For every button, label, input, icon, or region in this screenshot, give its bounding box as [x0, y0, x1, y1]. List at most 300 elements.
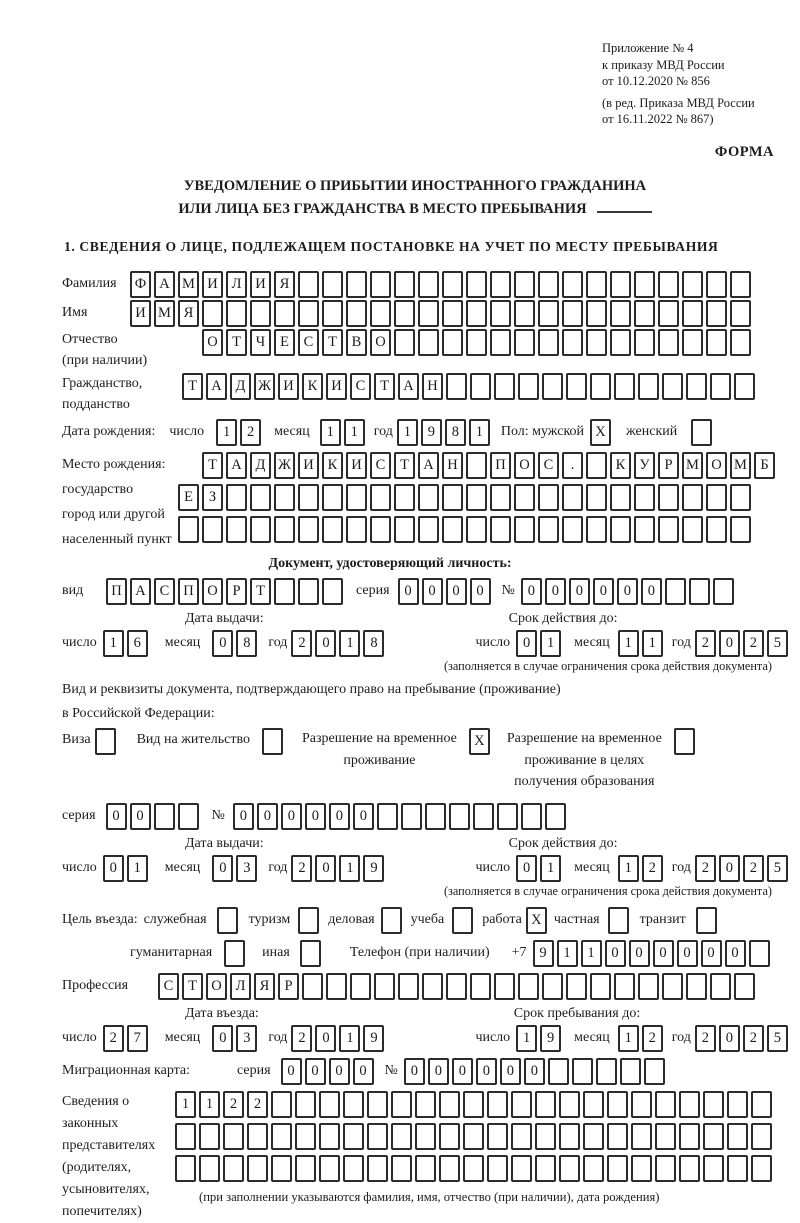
char-cell[interactable] [706, 484, 727, 511]
char-cell[interactable]: 0 [593, 578, 614, 605]
purpose-gumanitarnaya-checkbox[interactable] [224, 940, 245, 967]
char-cell[interactable] [322, 484, 343, 511]
char-cell[interactable]: Л [230, 973, 251, 1000]
char-cell[interactable]: 0 [725, 940, 746, 967]
char-cell[interactable] [586, 516, 607, 543]
char-cell[interactable] [535, 1155, 556, 1182]
char-cell[interactable]: Т [322, 329, 343, 356]
char-cell[interactable]: Ж [274, 452, 295, 479]
char-cell[interactable] [538, 271, 559, 298]
char-cell[interactable] [586, 271, 607, 298]
char-cell[interactable] [497, 803, 518, 830]
char-cell[interactable]: И [346, 452, 367, 479]
char-cell[interactable] [439, 1155, 460, 1182]
char-cell[interactable] [730, 484, 751, 511]
char-cell[interactable]: Т [250, 578, 271, 605]
char-cell[interactable] [535, 1123, 556, 1150]
char-cell[interactable]: 0 [719, 1025, 740, 1052]
char-cell[interactable] [415, 1091, 436, 1118]
char-cell[interactable] [350, 973, 371, 1000]
char-cell[interactable] [631, 1155, 652, 1182]
char-cell[interactable]: 0 [329, 1058, 350, 1085]
char-cell[interactable]: А [398, 373, 419, 400]
char-cell[interactable]: 0 [315, 855, 336, 882]
char-cell[interactable] [494, 373, 515, 400]
char-cell[interactable] [610, 271, 631, 298]
char-cell[interactable]: О [202, 578, 223, 605]
char-cell[interactable]: М [730, 452, 751, 479]
char-cell[interactable]: К [302, 373, 323, 400]
purpose-rabota-checkbox[interactable]: X [526, 907, 547, 934]
char-cell[interactable]: 0 [233, 803, 254, 830]
char-cell[interactable] [634, 484, 655, 511]
char-cell[interactable] [706, 329, 727, 356]
char-cell[interactable]: А [154, 271, 175, 298]
char-cell[interactable] [586, 300, 607, 327]
char-cell[interactable] [518, 373, 539, 400]
char-cell[interactable] [514, 271, 535, 298]
char-cell[interactable] [610, 329, 631, 356]
char-cell[interactable] [449, 803, 470, 830]
char-cell[interactable]: П [178, 578, 199, 605]
char-cell[interactable]: 2 [743, 1025, 764, 1052]
char-cell[interactable] [490, 300, 511, 327]
char-cell[interactable]: 8 [445, 419, 466, 446]
char-cell[interactable] [446, 973, 467, 1000]
char-cell[interactable] [514, 329, 535, 356]
char-cell[interactable]: 2 [291, 855, 312, 882]
char-cell[interactable]: 1 [540, 855, 561, 882]
char-cell[interactable]: С [538, 452, 559, 479]
char-cell[interactable] [442, 300, 463, 327]
char-cell[interactable] [466, 516, 487, 543]
char-cell[interactable] [706, 516, 727, 543]
char-cell[interactable] [346, 484, 367, 511]
char-cell[interactable] [442, 484, 463, 511]
char-cell[interactable]: 1 [642, 630, 663, 657]
char-cell[interactable]: 0 [212, 1025, 233, 1052]
char-cell[interactable] [586, 329, 607, 356]
char-cell[interactable] [727, 1155, 748, 1182]
char-cell[interactable] [658, 300, 679, 327]
char-cell[interactable] [703, 1091, 724, 1118]
char-cell[interactable]: 0 [315, 630, 336, 657]
char-cell[interactable] [394, 484, 415, 511]
char-cell[interactable] [439, 1123, 460, 1150]
char-cell[interactable] [607, 1155, 628, 1182]
char-cell[interactable] [346, 271, 367, 298]
char-cell[interactable] [319, 1155, 340, 1182]
char-cell[interactable]: Л [226, 271, 247, 298]
char-cell[interactable] [730, 516, 751, 543]
char-cell[interactable]: 0 [212, 630, 233, 657]
char-cell[interactable] [226, 300, 247, 327]
char-cell[interactable] [538, 516, 559, 543]
char-cell[interactable]: С [350, 373, 371, 400]
char-cell[interactable] [634, 300, 655, 327]
char-cell[interactable]: 0 [653, 940, 674, 967]
char-cell[interactable]: . [562, 452, 583, 479]
char-cell[interactable]: Т [202, 452, 223, 479]
sex-female-checkbox[interactable] [691, 419, 712, 446]
char-cell[interactable]: И [278, 373, 299, 400]
vnj-checkbox[interactable] [262, 728, 283, 755]
char-cell[interactable] [655, 1155, 676, 1182]
char-cell[interactable] [586, 452, 607, 479]
char-cell[interactable]: В [346, 329, 367, 356]
char-cell[interactable] [679, 1091, 700, 1118]
char-cell[interactable] [250, 300, 271, 327]
char-cell[interactable]: 0 [353, 803, 374, 830]
char-cell[interactable] [391, 1091, 412, 1118]
char-cell[interactable]: Р [658, 452, 679, 479]
char-cell[interactable] [562, 516, 583, 543]
char-cell[interactable] [446, 373, 467, 400]
char-cell[interactable] [298, 300, 319, 327]
char-cell[interactable]: 1 [320, 419, 341, 446]
purpose-tranzit-checkbox[interactable] [696, 907, 717, 934]
char-cell[interactable]: С [158, 973, 179, 1000]
char-cell[interactable]: 2 [291, 1025, 312, 1052]
char-cell[interactable] [734, 973, 755, 1000]
char-cell[interactable] [490, 329, 511, 356]
char-cell[interactable] [514, 300, 535, 327]
char-cell[interactable]: О [202, 329, 223, 356]
char-cell[interactable] [154, 803, 175, 830]
char-cell[interactable] [374, 973, 395, 1000]
char-cell[interactable]: Т [182, 973, 203, 1000]
char-cell[interactable]: А [130, 578, 151, 605]
char-cell[interactable] [322, 516, 343, 543]
char-cell[interactable]: А [226, 452, 247, 479]
char-cell[interactable] [343, 1123, 364, 1150]
char-cell[interactable] [665, 578, 686, 605]
char-cell[interactable]: 2 [743, 630, 764, 657]
char-cell[interactable] [490, 516, 511, 543]
char-cell[interactable] [298, 578, 319, 605]
char-cell[interactable]: 3 [236, 855, 257, 882]
char-cell[interactable] [295, 1123, 316, 1150]
char-cell[interactable] [662, 373, 683, 400]
char-cell[interactable] [586, 484, 607, 511]
char-cell[interactable]: 5 [767, 855, 788, 882]
char-cell[interactable]: Я [178, 300, 199, 327]
char-cell[interactable]: М [682, 452, 703, 479]
char-cell[interactable]: 9 [533, 940, 554, 967]
char-cell[interactable]: Ж [254, 373, 275, 400]
char-cell[interactable]: 0 [452, 1058, 473, 1085]
char-cell[interactable] [223, 1155, 244, 1182]
char-cell[interactable] [418, 271, 439, 298]
purpose-delovaya-checkbox[interactable] [381, 907, 402, 934]
char-cell[interactable]: 1 [581, 940, 602, 967]
char-cell[interactable]: 1 [103, 630, 124, 657]
char-cell[interactable] [562, 300, 583, 327]
char-cell[interactable] [346, 516, 367, 543]
char-cell[interactable] [566, 373, 587, 400]
char-cell[interactable]: 2 [642, 855, 663, 882]
char-cell[interactable] [202, 516, 223, 543]
char-cell[interactable]: М [178, 271, 199, 298]
char-cell[interactable] [689, 578, 710, 605]
char-cell[interactable]: 0 [305, 803, 326, 830]
char-cell[interactable] [751, 1123, 772, 1150]
char-cell[interactable] [583, 1091, 604, 1118]
char-cell[interactable] [370, 484, 391, 511]
char-cell[interactable] [178, 803, 199, 830]
char-cell[interactable] [178, 516, 199, 543]
char-cell[interactable]: 0 [500, 1058, 521, 1085]
char-cell[interactable]: О [706, 452, 727, 479]
char-cell[interactable] [572, 1058, 593, 1085]
char-cell[interactable] [583, 1123, 604, 1150]
char-cell[interactable]: О [514, 452, 535, 479]
char-cell[interactable]: 0 [521, 578, 542, 605]
char-cell[interactable] [226, 484, 247, 511]
char-cell[interactable]: Т [374, 373, 395, 400]
char-cell[interactable] [274, 516, 295, 543]
char-cell[interactable] [298, 271, 319, 298]
char-cell[interactable] [610, 516, 631, 543]
char-cell[interactable]: 0 [281, 1058, 302, 1085]
char-cell[interactable] [511, 1123, 532, 1150]
char-cell[interactable] [679, 1123, 700, 1150]
char-cell[interactable] [662, 973, 683, 1000]
char-cell[interactable] [730, 300, 751, 327]
char-cell[interactable] [487, 1123, 508, 1150]
char-cell[interactable] [703, 1155, 724, 1182]
char-cell[interactable] [322, 271, 343, 298]
char-cell[interactable] [274, 484, 295, 511]
rvp-edu-checkbox[interactable] [674, 728, 695, 755]
char-cell[interactable] [607, 1091, 628, 1118]
char-cell[interactable] [370, 271, 391, 298]
char-cell[interactable] [250, 484, 271, 511]
char-cell[interactable] [463, 1155, 484, 1182]
char-cell[interactable]: 7 [127, 1025, 148, 1052]
char-cell[interactable]: И [250, 271, 271, 298]
char-cell[interactable] [319, 1091, 340, 1118]
char-cell[interactable] [751, 1091, 772, 1118]
char-cell[interactable]: Я [274, 271, 295, 298]
char-cell[interactable] [614, 373, 635, 400]
char-cell[interactable]: 2 [223, 1091, 244, 1118]
char-cell[interactable] [391, 1155, 412, 1182]
char-cell[interactable] [377, 803, 398, 830]
char-cell[interactable] [247, 1155, 268, 1182]
char-cell[interactable] [418, 516, 439, 543]
char-cell[interactable] [521, 803, 542, 830]
char-cell[interactable]: 0 [353, 1058, 374, 1085]
char-cell[interactable] [343, 1091, 364, 1118]
char-cell[interactable] [538, 329, 559, 356]
char-cell[interactable]: 1 [127, 855, 148, 882]
char-cell[interactable] [655, 1123, 676, 1150]
char-cell[interactable]: О [370, 329, 391, 356]
char-cell[interactable] [644, 1058, 665, 1085]
char-cell[interactable]: 0 [281, 803, 302, 830]
char-cell[interactable]: 0 [719, 855, 740, 882]
char-cell[interactable] [682, 329, 703, 356]
char-cell[interactable]: У [634, 452, 655, 479]
char-cell[interactable] [202, 300, 223, 327]
char-cell[interactable]: Н [442, 452, 463, 479]
char-cell[interactable] [730, 271, 751, 298]
char-cell[interactable]: 2 [695, 1025, 716, 1052]
char-cell[interactable]: 0 [569, 578, 590, 605]
char-cell[interactable]: 1 [339, 1025, 360, 1052]
char-cell[interactable] [679, 1155, 700, 1182]
char-cell[interactable]: 9 [363, 855, 384, 882]
char-cell[interactable]: 1 [175, 1091, 196, 1118]
char-cell[interactable] [394, 271, 415, 298]
char-cell[interactable] [175, 1123, 196, 1150]
char-cell[interactable] [730, 329, 751, 356]
char-cell[interactable] [518, 973, 539, 1000]
char-cell[interactable] [271, 1155, 292, 1182]
char-cell[interactable] [545, 803, 566, 830]
char-cell[interactable] [710, 973, 731, 1000]
char-cell[interactable]: 1 [339, 630, 360, 657]
char-cell[interactable]: 0 [470, 578, 491, 605]
char-cell[interactable]: 0 [428, 1058, 449, 1085]
purpose-chastnaya-checkbox[interactable] [608, 907, 629, 934]
char-cell[interactable] [511, 1091, 532, 1118]
char-cell[interactable]: 0 [404, 1058, 425, 1085]
char-cell[interactable]: С [298, 329, 319, 356]
char-cell[interactable] [343, 1155, 364, 1182]
char-cell[interactable] [247, 1123, 268, 1150]
char-cell[interactable] [422, 973, 443, 1000]
char-cell[interactable] [590, 373, 611, 400]
char-cell[interactable] [703, 1123, 724, 1150]
char-cell[interactable]: 0 [641, 578, 662, 605]
char-cell[interactable]: 0 [605, 940, 626, 967]
char-cell[interactable] [610, 484, 631, 511]
char-cell[interactable]: 9 [421, 419, 442, 446]
char-cell[interactable] [466, 300, 487, 327]
char-cell[interactable] [583, 1155, 604, 1182]
char-cell[interactable] [559, 1123, 580, 1150]
char-cell[interactable] [686, 373, 707, 400]
char-cell[interactable]: С [154, 578, 175, 605]
char-cell[interactable] [466, 484, 487, 511]
char-cell[interactable] [638, 973, 659, 1000]
char-cell[interactable]: Д [250, 452, 271, 479]
char-cell[interactable] [470, 973, 491, 1000]
char-cell[interactable] [274, 300, 295, 327]
char-cell[interactable] [473, 803, 494, 830]
char-cell[interactable]: 0 [329, 803, 350, 830]
char-cell[interactable]: 0 [103, 855, 124, 882]
char-cell[interactable] [394, 300, 415, 327]
char-cell[interactable]: 0 [516, 855, 537, 882]
char-cell[interactable]: 1 [516, 1025, 537, 1052]
purpose-sluzhebnaya-checkbox[interactable] [217, 907, 238, 934]
char-cell[interactable]: Н [422, 373, 443, 400]
char-cell[interactable]: 1 [339, 855, 360, 882]
char-cell[interactable]: П [490, 452, 511, 479]
char-cell[interactable] [658, 484, 679, 511]
char-cell[interactable] [538, 300, 559, 327]
char-cell[interactable]: А [206, 373, 227, 400]
char-cell[interactable] [295, 1091, 316, 1118]
char-cell[interactable]: 3 [236, 1025, 257, 1052]
char-cell[interactable]: 0 [446, 578, 467, 605]
char-cell[interactable]: 2 [247, 1091, 268, 1118]
char-cell[interactable] [686, 973, 707, 1000]
char-cell[interactable] [439, 1091, 460, 1118]
char-cell[interactable]: 1 [540, 630, 561, 657]
char-cell[interactable] [463, 1123, 484, 1150]
char-cell[interactable] [398, 973, 419, 1000]
char-cell[interactable]: И [326, 373, 347, 400]
char-cell[interactable] [394, 329, 415, 356]
char-cell[interactable] [596, 1058, 617, 1085]
char-cell[interactable]: Ф [130, 271, 151, 298]
char-cell[interactable] [326, 973, 347, 1000]
char-cell[interactable] [466, 271, 487, 298]
char-cell[interactable]: 9 [363, 1025, 384, 1052]
char-cell[interactable]: 1 [618, 1025, 639, 1052]
char-cell[interactable]: К [322, 452, 343, 479]
char-cell[interactable]: 0 [315, 1025, 336, 1052]
char-cell[interactable] [655, 1091, 676, 1118]
char-cell[interactable]: 2 [103, 1025, 124, 1052]
char-cell[interactable] [466, 329, 487, 356]
char-cell[interactable]: 0 [257, 803, 278, 830]
char-cell[interactable] [562, 484, 583, 511]
char-cell[interactable] [271, 1091, 292, 1118]
char-cell[interactable] [682, 300, 703, 327]
char-cell[interactable] [559, 1155, 580, 1182]
char-cell[interactable] [710, 373, 731, 400]
char-cell[interactable] [514, 484, 535, 511]
char-cell[interactable]: 0 [476, 1058, 497, 1085]
char-cell[interactable]: С [370, 452, 391, 479]
char-cell[interactable] [559, 1091, 580, 1118]
rvp-checkbox[interactable]: X [469, 728, 490, 755]
char-cell[interactable]: Т [182, 373, 203, 400]
char-cell[interactable] [367, 1155, 388, 1182]
char-cell[interactable] [535, 1091, 556, 1118]
char-cell[interactable] [418, 329, 439, 356]
char-cell[interactable] [298, 516, 319, 543]
char-cell[interactable]: 1 [344, 419, 365, 446]
char-cell[interactable]: 0 [719, 630, 740, 657]
char-cell[interactable] [370, 300, 391, 327]
char-cell[interactable]: 0 [617, 578, 638, 605]
char-cell[interactable] [511, 1155, 532, 1182]
char-cell[interactable]: 2 [642, 1025, 663, 1052]
char-cell[interactable]: 0 [545, 578, 566, 605]
char-cell[interactable]: 1 [397, 419, 418, 446]
char-cell[interactable] [538, 484, 559, 511]
char-cell[interactable]: 0 [106, 803, 127, 830]
char-cell[interactable] [620, 1058, 641, 1085]
char-cell[interactable] [749, 940, 770, 967]
char-cell[interactable] [607, 1123, 628, 1150]
char-cell[interactable] [367, 1123, 388, 1150]
char-cell[interactable] [466, 452, 487, 479]
char-cell[interactable]: Т [394, 452, 415, 479]
char-cell[interactable] [562, 329, 583, 356]
char-cell[interactable]: 8 [363, 630, 384, 657]
char-cell[interactable] [631, 1091, 652, 1118]
char-cell[interactable]: 0 [305, 1058, 326, 1085]
char-cell[interactable]: Б [754, 452, 775, 479]
char-cell[interactable] [319, 1123, 340, 1150]
